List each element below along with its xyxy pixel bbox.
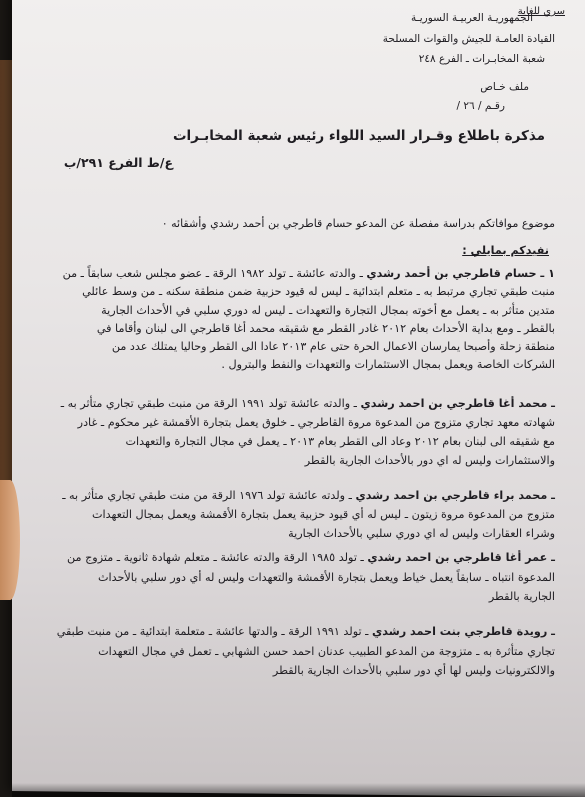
intro-line: نفيدكم بمايلي : (462, 244, 549, 257)
section-line: ـ عمر أغا قاطرجي بن احمد رشدي ـ تولد ١٩٨٥ الرقة والدته عائشة ـ متعلم شهادة ثانوية ـ متزوج من (67, 551, 555, 564)
section-line: تجاري متأثرة به ـ متزوجة من المدعو الطبيب عدنان احمد حسن الشهابي ـ تعمل في مجال التعهدات (98, 644, 555, 658)
memo-reference: ع/ط الفرع ٢٩١/ب (63, 155, 173, 170)
branch-heading: شعبة المخابـرات ـ الفرع ٢٤٨ (418, 53, 545, 65)
section-line: وشراء العقارات وليس له اي دوري سلبي بالأحداث الجارية (288, 527, 555, 540)
paper-bottom-shadow (12, 783, 585, 797)
section-line: والالكترونيات وليس لها أي دور سلبي بالأحداث الجارية بالقطر (272, 664, 555, 677)
section-line: شهادته معهد تجاري متزوج من المدعوة مروة القاطرجي ـ خلوق يعمل بتجارة الأقمشة غير محكوم ـ غادر (77, 416, 555, 429)
section-line: والاستثمارات وليس له اي دور بالأحداث الجارية بالقطر (304, 454, 555, 467)
section-2 (61, 394, 555, 470)
section-line: مع شقيقه الى لبنان بعام ٢٠١٢ وعاد الى القطر بعام ٢٠١٣ ـ يعمل في مجال التجارة والتعهدات (125, 435, 555, 448)
section-1 (63, 265, 555, 375)
section-line: ـ محمد براء قاطرجي بن احمد رشدي ـ ولدته عائشة تولد ١٩٧٦ الرقة من منت طبقي تجاري متأثر به ـ (62, 489, 555, 502)
file-label: ملف خـاص (480, 81, 529, 93)
section-line: ـ رويدة قاطرجي بنت احمد رشدي ـ تولد ١٩٩١ الرقة ـ والدتها عائشة ـ متعلمة ابتدائية ـ من منبت طبقي (56, 625, 555, 638)
section-line: المدعوة انتباه ـ سابقاً يعمل خياط ويعمل بتجارة الأقمشة والتعهدات وليس له أي دور سلبي بالأحداث (98, 570, 555, 584)
section-line: ـ محمد أغا قاطرجي بن احمد رشدي ـ والدته عائشة تولد ١٩٩١ الرقة من منبت طبقي تجاري متأثر به ـ (60, 397, 555, 410)
finger-edge (0, 480, 20, 600)
command-heading: القيادة العامـة للجيش والقوات المسلحة (382, 33, 555, 45)
section-line: منبت طبقي تجاري مرتبط به ـ متعلم ابتدائية ـ ليس له قيود حزبية ضمن منطقة سكنه ـ من وسط عائلي (82, 285, 555, 299)
section-5 (57, 622, 555, 681)
section-3 (62, 486, 555, 543)
section-line: بالقطر ـ ومع بداية الأحداث بعام ٢٠١٢ غادر القطر مع شقيقه محمد أغا قاطرجي الى لبنان وأقاما في (96, 321, 555, 335)
memo-subject: موضوع موافاتكم بدراسة مفصلة عن المدعو حسام قاطرجي بن أحمد رشدي وأشقائه ٠ (161, 217, 555, 230)
section-4 (67, 548, 555, 607)
secret-label: سري للغاية (517, 6, 565, 17)
section-line: الجارية بالقطر (488, 590, 555, 603)
memo-title: مذكرة باطلاع وقـرار السيد اللواء رئيس شعبة المخابـرات (172, 128, 545, 144)
document-number: رقـم / ٢٦ / (456, 100, 505, 112)
section-line: متزوج من المدعوة مروة زيتون ـ ليس له أي قيود حزبية يعمل بتجارة الأقمشة ويعمل بمجال التعهدات (92, 508, 555, 521)
section-line: متدين متأثر به ـ يعمل مع أخوته بمجال التجارة والتعهدات ـ ليس له دوري سلبي في الأحداث الجارية (101, 303, 555, 317)
section-line: منطقة زحلة وأصبحا يمارسان الاعمال الحرة حتى عام ٢٠١٣ عادا الى القطر وحاليا يمتلك عدد من (111, 340, 555, 354)
section-line: الشركات الخاصة ويعمل بمجال الاستثمارات والتعهدات والنفط والبترول . (221, 358, 555, 372)
republic-heading: الجمهوريـة العربيـة السوريـة (411, 12, 533, 24)
section-line: ١ ـ حسام قاطرجي بن أحمد رشدي ـ والدته عائشة ـ تولد ١٩٨٢ الرقة ـ عضو مجلس شعب سابقاً ـ من (62, 267, 555, 280)
